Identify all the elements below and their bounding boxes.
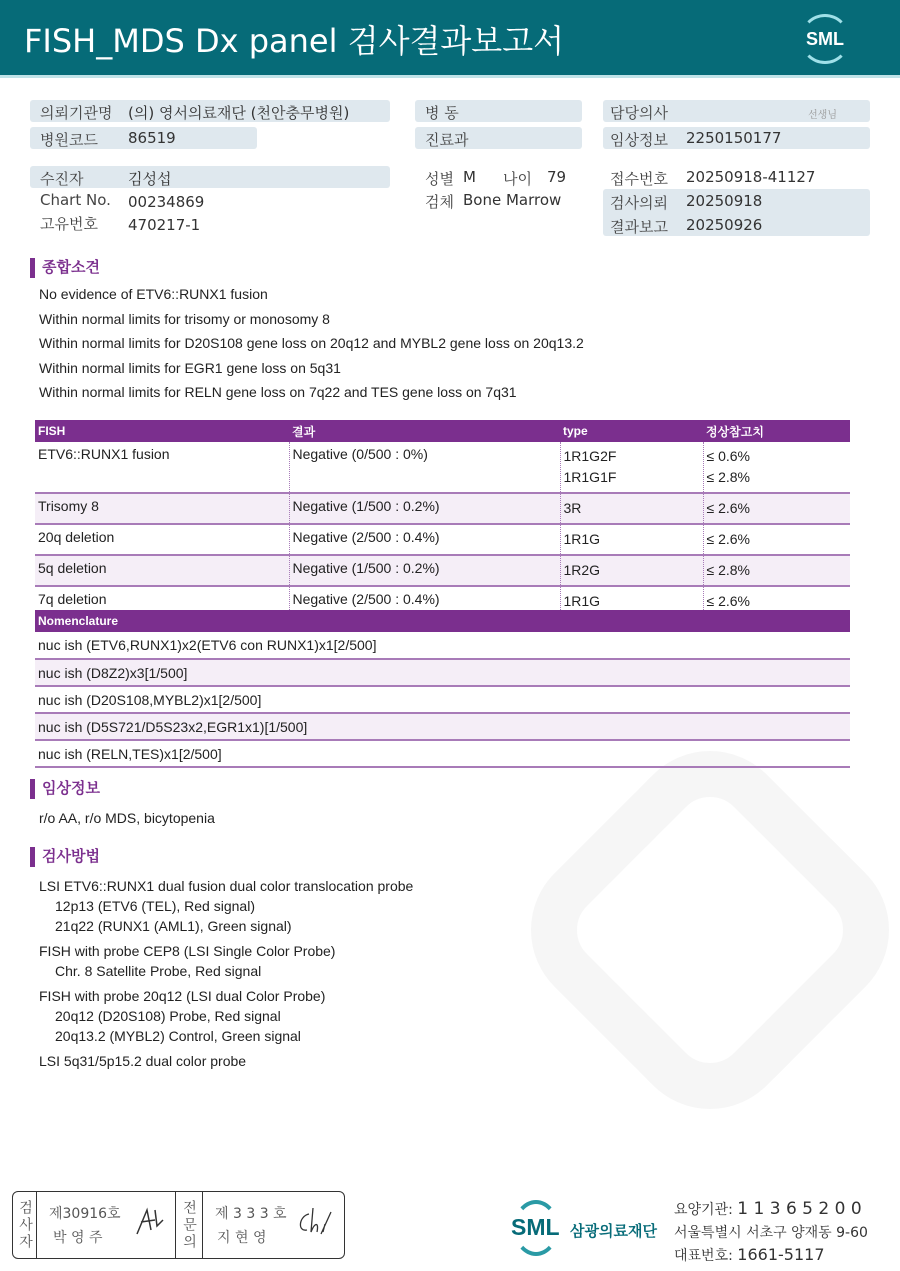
org-logo: SML xyxy=(511,1214,560,1240)
nomenclature-row xyxy=(35,713,850,740)
org-name: 삼광의료재단 xyxy=(570,1222,657,1240)
uid-value: 470217-1 xyxy=(128,216,201,234)
fish-result: Negative (1/500 : 0.2%) xyxy=(289,493,560,524)
col-result: 결과 xyxy=(289,420,560,442)
summary-line: Within normal limits for RELN gene loss on 7q22 and TES gene loss on 7q31 xyxy=(39,384,517,400)
table-row xyxy=(35,555,850,586)
technician-signature xyxy=(133,1206,169,1236)
fish-name: Trisomy 8 xyxy=(35,493,289,524)
fish-reference xyxy=(703,555,850,586)
specialist-signature xyxy=(295,1206,335,1236)
page-title: FISH_MDS Dx panel 검사결과보고서 xyxy=(24,22,565,60)
fish-name: 5q deletion xyxy=(35,555,289,586)
nomenclature-text: nuc ish (RELN,TES)x1[2/500] xyxy=(35,740,850,767)
summary-line: Within normal limits for EGR1 gene loss on 5q31 xyxy=(39,359,341,376)
fish-reference xyxy=(703,442,850,493)
nomenclature-text: nuc ish (ETV6,RUNX1)x2(ETV6 con RUNX1)x1[2/500] xyxy=(35,632,850,659)
clinical-info-text: r/o AA, r/o MDS, bicytopenia xyxy=(39,810,215,826)
fish-reference xyxy=(703,524,850,555)
request-value: 20250918 xyxy=(686,192,763,210)
institution-value: (의) 영서의료재단 (천안충무병원) xyxy=(128,104,350,122)
signature-box xyxy=(12,1191,345,1259)
nomenclature-text: nuc ish (D20S108,MYBL2)x1[2/500] xyxy=(35,686,850,713)
method-line: 20q12 (D20S108) Probe, Red signal xyxy=(55,1008,281,1024)
fish-result: Negative (1/500 : 0.2%) xyxy=(289,555,560,586)
specialist-license: 제 3 3 3 호 xyxy=(215,1206,287,1222)
reference-value: ≤ 2.6% xyxy=(706,531,750,547)
doctor-label: 담당의사 xyxy=(610,104,668,122)
specimen-label: 검체 xyxy=(425,193,454,211)
method-line: 21q22 (RUNX1 (AML1), Green signal) xyxy=(55,918,292,934)
type-value: 1R2G xyxy=(563,562,601,578)
type-value: 1R1G xyxy=(563,593,601,609)
table-row xyxy=(35,524,850,555)
inst-no: 1 1 3 6 5 2 0 0 xyxy=(737,1199,862,1219)
reference-value: ≤ 2.8% xyxy=(706,469,750,485)
fish-name: 7q deletion xyxy=(35,586,289,617)
type-value: 1R1G2F xyxy=(563,448,617,464)
sex-value: M xyxy=(463,168,476,186)
clinical-info-heading: 임상정보 xyxy=(30,779,100,799)
type-value: 1R1G xyxy=(563,531,601,547)
doctor-suffix: 선생님 xyxy=(808,110,837,121)
dept-label: 진료과 xyxy=(425,131,469,149)
nomenclature-text: nuc ish (D5S721/D5S23x2,EGR1x1)[1/500] xyxy=(35,713,850,740)
age-value: 79 xyxy=(547,168,567,186)
col-reference: 정상참고치 xyxy=(703,420,850,442)
fish-name: ETV6::RUNX1 fusion xyxy=(35,442,289,493)
fish-type xyxy=(560,493,703,524)
phone-label: 대표번호: xyxy=(674,1248,733,1264)
phone: 1661-5117 xyxy=(737,1245,825,1264)
nomenclature-text: nuc ish (D8Z2)x3[1/500] xyxy=(35,659,850,686)
specimen-value: Bone Marrow xyxy=(463,191,562,209)
method-heading: 검사방법 xyxy=(30,847,100,867)
summary-line: Within normal limits for D20S108 gene loss on 20q12 and MYBL2 gene loss on 20q13.2 xyxy=(39,335,584,351)
org-address: 서울특별시 서초구 양재동 9-60 xyxy=(674,1225,868,1241)
hospital-code-value: 86519 xyxy=(128,129,176,147)
col-fish: FISH xyxy=(35,420,289,442)
col-type: type xyxy=(560,420,703,442)
reference-value: ≤ 2.8% xyxy=(706,562,750,578)
hospital-code-label: 병원코드 xyxy=(40,131,98,149)
report-value: 20250926 xyxy=(686,216,763,234)
method-line: FISH with probe 20q12 (LSI dual Color Probe) xyxy=(39,988,326,1004)
clinical-label: 임상정보 xyxy=(610,131,668,149)
reference-value: ≤ 0.6% xyxy=(706,448,750,464)
nomenclature-row xyxy=(35,686,850,713)
summary-line: Within normal limits for trisomy or monosomy 8 xyxy=(39,310,330,327)
technician-license: 제30916호 xyxy=(49,1206,121,1222)
type-value: 3R xyxy=(563,500,582,516)
clinical-value: 2250150177 xyxy=(686,129,782,147)
sml-logo: SML xyxy=(800,14,850,64)
technician-label: 검사자 xyxy=(13,1192,37,1258)
chart-value: 00234869 xyxy=(128,193,205,211)
fish-result: Negative (2/500 : 0.4%) xyxy=(289,524,560,555)
age-label: 나이 xyxy=(503,170,532,188)
method-line: LSI 5q31/5p15.2 dual color probe xyxy=(39,1053,247,1069)
report-label: 결과보고 xyxy=(610,218,668,236)
fish-type xyxy=(560,442,703,493)
nomenclature-table xyxy=(35,610,850,768)
table-row xyxy=(35,493,850,524)
patient-label: 수진자 xyxy=(40,170,84,188)
method-line: 20q13.2 (MYBL2) Control, Green signal xyxy=(55,1028,301,1044)
reference-value: ≤ 2.6% xyxy=(706,500,750,516)
nomenclature-row xyxy=(35,659,850,686)
specialist-name: 지 현 영 xyxy=(217,1230,267,1246)
report-header xyxy=(0,0,900,78)
request-label: 검사의뢰 xyxy=(610,194,668,212)
nomenclature-row xyxy=(35,740,850,767)
receipt-label: 접수번호 xyxy=(610,170,668,188)
method-line: FISH with probe CEP8 (LSI Single Color Probe) xyxy=(39,943,336,959)
method-line: LSI ETV6::RUNX1 dual fusion dual color translocation probe xyxy=(39,878,414,894)
method-line: Chr. 8 Satellite Probe, Red signal xyxy=(55,963,262,979)
fish-name: 20q deletion xyxy=(35,524,289,555)
institution-label: 의뢰기관명 xyxy=(40,104,113,122)
fish-result: Negative (2/500 : 0.4%) xyxy=(289,586,560,617)
nomenclature-row xyxy=(35,632,850,659)
receipt-value: 20250918-41127 xyxy=(686,168,816,186)
inst-no-label: 요양기관: xyxy=(674,1202,733,1218)
specialist-label: 전문의 xyxy=(175,1192,203,1258)
fish-reference xyxy=(703,493,850,524)
technician-name: 박 영 주 xyxy=(53,1230,103,1246)
summary-heading: 종합소견 xyxy=(30,258,100,278)
patient-value: 김성섭 xyxy=(128,170,172,188)
watermark-logo xyxy=(498,718,900,1142)
summary-line: No evidence of ETV6::RUNX1 fusion xyxy=(39,286,268,302)
chart-label: Chart No. xyxy=(40,191,111,209)
ward-label: 병 동 xyxy=(425,104,459,122)
sex-label: 성별 xyxy=(425,170,454,188)
method-line: 12p13 (ETV6 (TEL), Red signal) xyxy=(55,898,255,914)
fish-type xyxy=(560,524,703,555)
fish-results-table xyxy=(35,420,850,618)
type-value: 1R1G1F xyxy=(563,469,617,485)
fish-result: Negative (0/500 : 0%) xyxy=(289,442,560,493)
fish-type xyxy=(560,555,703,586)
nomenclature-header: Nomenclature xyxy=(35,610,850,632)
table-row xyxy=(35,442,850,493)
reference-value: ≤ 2.6% xyxy=(706,593,750,609)
uid-label: 고유번호 xyxy=(40,215,98,233)
